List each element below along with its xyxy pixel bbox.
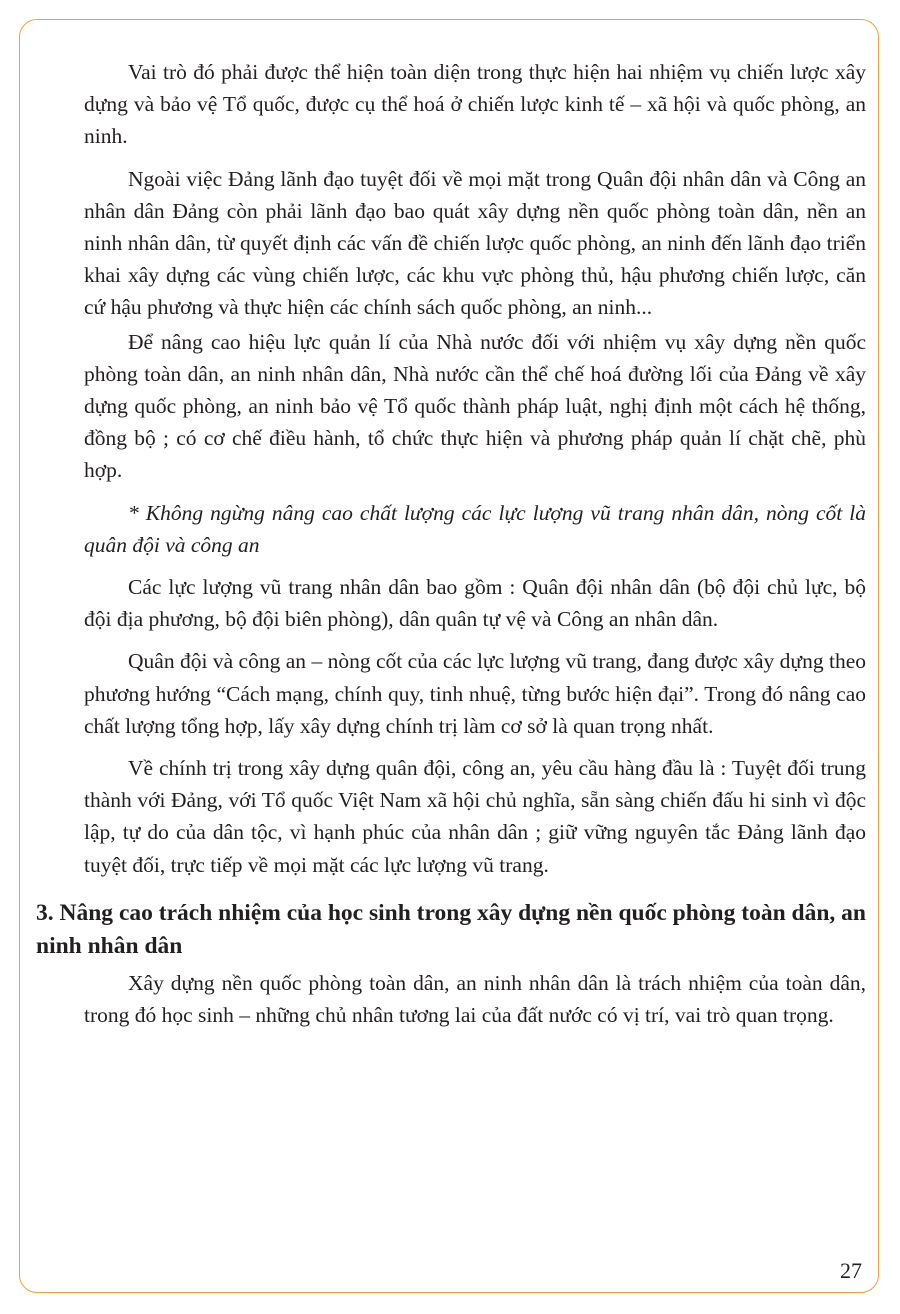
- paragraph-armed-forces-composition: Các lực lượng vũ trang nhân dân bao gồm : Quân đội nhân dân (bộ đội chủ lực, bộ đội địa phương, bộ đội biên phòng), dân quân tự vệ và Công an nhân dân.: [84, 575, 866, 632]
- paragraph-student-responsibility: Xây dựng nền quốc phòng toàn dân, an ninh nhân dân là trách nhiệm của toàn dân, trong đó học sinh – những chủ nhân tương lai của đất nước có vị trí, vai trò quan trọng.: [84, 970, 866, 1028]
- paragraph-political-requirements: Về chính trị trong xây dựng quân đội, công an, yêu cầu hàng đầu là : Tuyệt đối trung thành với Đảng, với Tổ quốc Việt Nam xã hội chủ nghĩa, sẵn sàng chiến đấu hi sinh vì độc lập, tự do của dân tộc, vì hạnh phúc của nhân dân ; giữ vững nguyên tắc Đảng lãnh đạo tuyệt đối, trực tiếp về mọi mặt các lực lượng vũ trang.: [84, 756, 866, 877]
- subheading-armed-forces: * Không ngừng nâng cao chất lượng các lực lượng vũ trang nhân dân, nòng cốt là quân đội và công an: [84, 500, 866, 557]
- paragraph-state-management: Để nâng cao hiệu lực quản lí của Nhà nước đối với nhiệm vụ xây dựng nền quốc phòng toàn dân, an ninh nhân dân, Nhà nước cần thể chế hoá đường lối của Đảng về xây dựng quốc phòng, an ninh bảo vệ Tổ quốc thành pháp luật, nghị định một cách hệ thống, đồng bộ ; có cơ chế điều hành, tổ chức thực hiện và phương pháp quản lí chặt chẽ, phù hợp.: [84, 329, 866, 483]
- paragraph-party-leadership: Ngoài việc Đảng lãnh đạo tuyệt đối về mọi mặt trong Quân đội nhân dân và Công an nhân dân Đảng còn phải lãnh đạo bao quát xây dựng nền quốc phòng toàn dân, nền an ninh nhân dân, từ quyết định các vấn đề chiến lược quốc phòng, an ninh đến lãnh đạo triển khai xây dựng các vùng chiến lược, các khu vực phòng thủ, hậu phương chiến lược, căn cứ hậu phương và thực hiện các chính sách quốc phòng, an ninh...: [84, 166, 866, 320]
- paragraph-army-police-core: Quân đội và công an – nòng cốt của các lực lượng vũ trang, đang được xây dựng theo phương hướng “Cách mạng, chính quy, tinh nhuệ, từng bước hiện đại”. Trong đó nâng cao chất lượng tổng hợp, lấy xây dựng chính trị làm cơ sở là quan trọng nhất.: [84, 649, 866, 738]
- page-content: [36, 56, 866, 1031]
- section-heading-3: 3. Nâng cao trách nhiệm của học sinh trong xây dựng nền quốc phòng toàn dân, an ninh nhân dân: [36, 899, 866, 959]
- paragraph-role: Vai trò đó phải được thể hiện toàn diện trong thực hiện hai nhiệm vụ chiến lược xây dựng và bảo vệ Tổ quốc, được cụ thể hoá ở chiến lược kinh tế – xã hội và quốc phòng, an ninh.: [84, 60, 866, 149]
- page-number: 27: [840, 1258, 862, 1283]
